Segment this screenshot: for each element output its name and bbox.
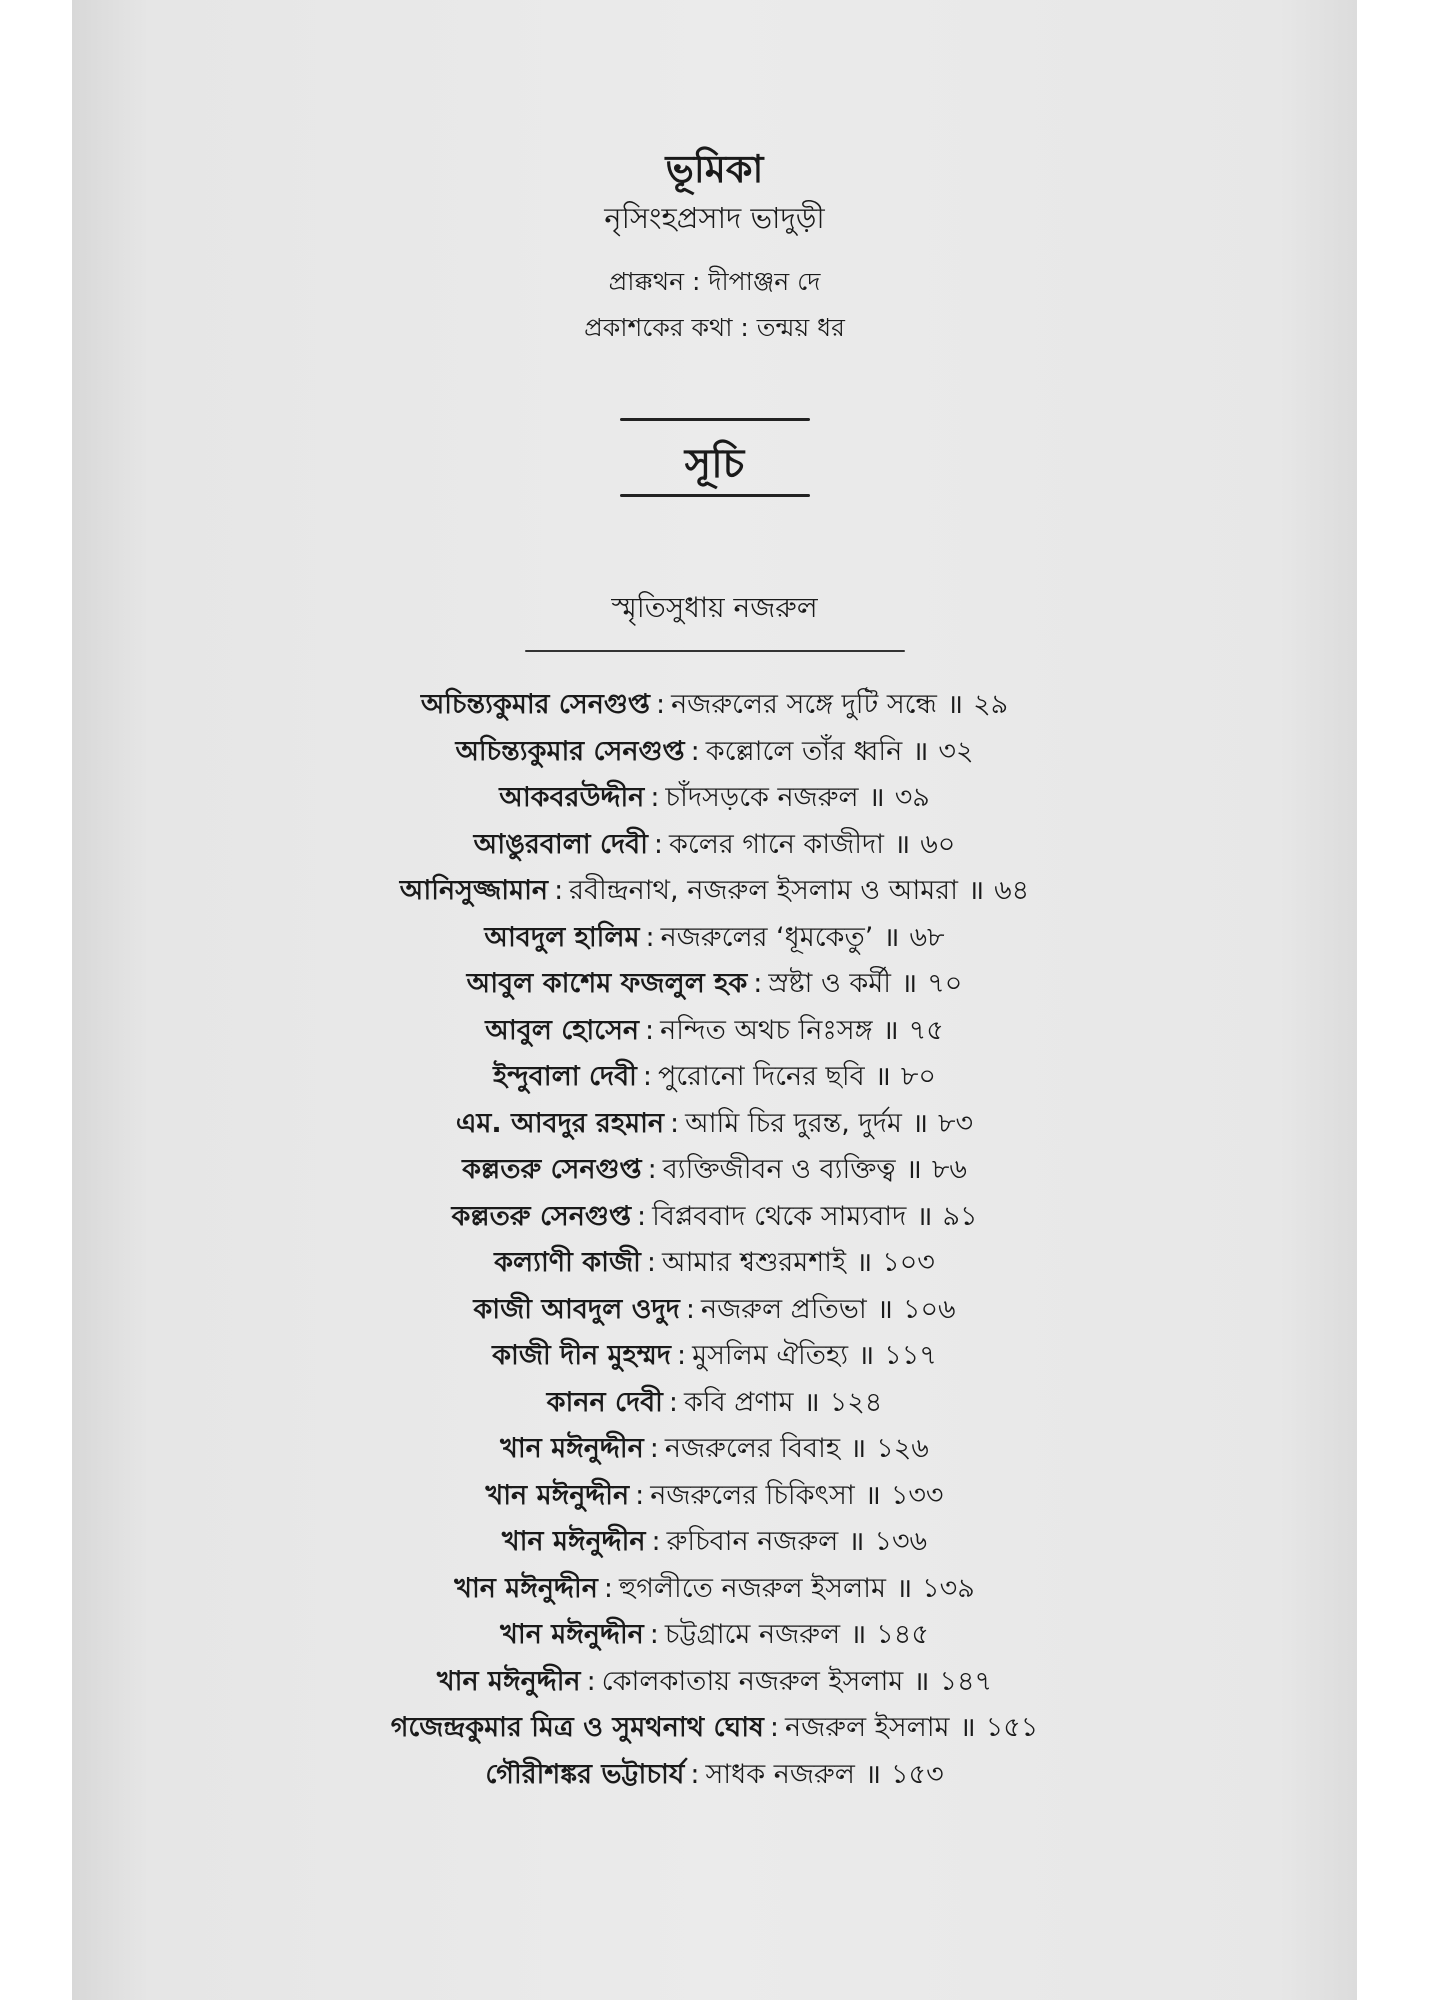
toc-entry-title: আমার শ্বশুরমশাই (661, 1247, 847, 1278)
toc-entry: খান মঈনুদ্দীন : কোলকাতায় নজরুল ইসলাম ॥ ১৪৭ (436, 1665, 993, 1697)
toc-entry: কল্যাণী কাজী : আমার শ্বশুরমশাই ॥ ১০৩ (494, 1247, 935, 1278)
toc-entry-author: খান মঈনুদ্দীন (485, 1479, 630, 1511)
toc-entry-author: গৌরীশঙ্কর ভট্টাচার্য (485, 1758, 685, 1790)
toc-entry-author: অচিন্ত্যকুমার সেনগুপ্ত (455, 735, 685, 767)
toc-entry-title: সাধক নজরুল (705, 1758, 855, 1790)
toc-entry-page: ৮০ (900, 1061, 936, 1092)
toc-entry: খান মঈনুদ্দীন : চট্টগ্রামে নজরুল ॥ ১৪৫ (500, 1619, 929, 1650)
toc-entry-title: স্রষ্টা ও কর্মী (768, 968, 892, 999)
toc-entry: অচিন্ত্যকুমার সেনগুপ্ত : নজরুলের সঙ্গে দুটি সন্ধে ॥ ২৯ (420, 689, 1009, 720)
toc-entry-page: ৬৮ (909, 921, 945, 953)
toc-entry-author: অচিন্ত্যকুমার সেনগুপ্ত (420, 689, 650, 720)
toc-entry-title: কবি প্রণাম (684, 1386, 794, 1418)
toc-entry-title: কলের গানে কাজীদা (669, 828, 885, 860)
toc-entry-author: আবুল কাশেম ফজলুল হক (466, 968, 748, 999)
publisher-note-line: প্রকাশকের কথা : তন্ময় ধর (584, 313, 845, 342)
toc-entry-author: কানন দেবী (546, 1386, 663, 1418)
toc-entry: কল্লতরু সেনগুপ্ত : ব্যক্তিজীবন ও ব্যক্তিত্ব ॥ ৮৬ (462, 1154, 967, 1185)
toc-entry-author: খান মঈনুদ্দীন (454, 1572, 598, 1604)
toc-entry-author: কল্যাণী কাজী (494, 1247, 641, 1278)
toc-entry-author: আবদুল হালিম (484, 921, 640, 953)
toc-entry: আকবরউদ্দীন : চাঁদসড়কে নজরুল ॥ ৩৯ (499, 782, 930, 813)
toc-entry-title: বিপ্লববাদ থেকে সাম্যবাদ (652, 1200, 907, 1232)
toc-entry-title: চাঁদসড়কে নজরুল (665, 782, 859, 813)
toc-entry-author: খান মঈনুদ্দীন (436, 1665, 581, 1697)
toc-entry: আবুল হোসেন : নন্দিত অথচ নিঃসঙ্গ ॥ ৭৫ (485, 1014, 944, 1046)
toc-entry-page: ৮৩ (938, 1107, 974, 1139)
toc-entry: অচিন্ত্যকুমার সেনগুপ্ত : কল্লোলে তাঁর ধ্বনি ॥ ৩২ (455, 735, 974, 767)
toc-entry: ইন্দুবালা দেবী : পুরোনো দিনের ছবি ॥ ৮০ (493, 1061, 936, 1092)
toc-entry-author: কল্লতরু সেনগুপ্ত (451, 1200, 632, 1232)
toc-entry-title: রুচিবান নজরুল (666, 1526, 839, 1557)
toc-entry-page: ১৫১ (985, 1712, 1039, 1743)
toc-entry-page: ১২৪ (829, 1386, 883, 1418)
toc-entry-title: কোলকাতায় নজরুল ইসলাম (601, 1665, 904, 1697)
toc-entry-author: আকবরউদ্দীন (499, 782, 645, 813)
toc-entry-title: হুগলীতে নজরুল ইসলাম (618, 1572, 886, 1604)
table-of-contents (72, 682, 1357, 1798)
toc-entry-page: ৩২ (938, 735, 974, 767)
book-page (72, 0, 1357, 2000)
toc-entry-page: ১৩৬ (874, 1526, 928, 1557)
toc-entry-page: ৮৬ (931, 1154, 967, 1185)
toc-entry: গৌরীশঙ্কর ভট্টাচার্য : সাধক নজরুল ॥ ১৫৩ (485, 1758, 944, 1790)
toc-entry-author: আনিসুজ্জামান (399, 875, 549, 906)
toc-entry-author: কল্লতরু সেনগুপ্ত (462, 1154, 642, 1185)
toc-entry-title: কল্লোলে তাঁর ধ্বনি (705, 735, 903, 767)
toc-entry-page: ৭৫ (908, 1014, 944, 1046)
toc-entry: আবুল কাশেম ফজলুল হক : স্রষ্টা ও কর্মী ॥ ৭০ (466, 968, 963, 999)
toc-entry-title: নজরুলের চিকিৎসা (650, 1479, 855, 1511)
toc-entry-author: এম. আবদুর রহমান (455, 1107, 665, 1139)
toc-entry-page: ৭০ (927, 968, 963, 999)
background-right (1357, 0, 1429, 2000)
toc-entry: গজেন্দ্রকুমার মিত্র ও সুমথনাথ ঘোষ : নজরুল ইসলাম ॥ ১৫১ (390, 1712, 1039, 1743)
toc-entry-page: ১০৬ (902, 1293, 956, 1325)
section-title: স্মৃতিসুধায় নজরুল (611, 591, 818, 624)
background-left (0, 0, 72, 2000)
toc-entry: খান মঈনুদ্দীন : রুচিবান নজরুল ॥ ১৩৬ (501, 1526, 928, 1557)
toc-entry: কানন দেবী : কবি প্রণাম ॥ ১২৪ (546, 1386, 883, 1418)
toc-entry-title: মুসলিম ঐতিহ্য (692, 1340, 849, 1371)
heading-rule-top (620, 418, 810, 421)
toc-entry-author: কাজী আবদুল ওদুদ (473, 1293, 680, 1325)
toc-entry: কল্লতরু সেনগুপ্ত : বিপ্লববাদ থেকে সাম্যবাদ ॥ ৯১ (451, 1200, 978, 1232)
heading-rule-bottom (620, 494, 810, 497)
toc-entry: কাজী দীন মুহম্মদ : মুসলিম ঐতিহ্য ॥ ১১৭ (492, 1340, 937, 1371)
toc-entry-title: নন্দিত অথচ নিঃসঙ্গ (660, 1014, 873, 1046)
toc-entry-page: ১৩৩ (890, 1479, 944, 1511)
toc-entry-page: ৬৪ (994, 875, 1030, 906)
toc-entry-page: ১২৬ (876, 1433, 929, 1464)
section-rule (525, 650, 905, 652)
toc-entry-page: ১১৭ (884, 1340, 937, 1371)
toc-entry-page: ৬০ (920, 828, 956, 860)
toc-entry: খান মঈনুদ্দীন : নজরুলের চিকিৎসা ॥ ১৩৩ (485, 1479, 944, 1511)
toc-entry: খান মঈনুদ্দীন : নজরুলের বিবাহ ॥ ১২৬ (500, 1433, 929, 1464)
toc-entry-page: ১৩৯ (922, 1572, 975, 1604)
front-matter-author: নৃসিংহপ্রসাদ ভাদুড়ী (604, 201, 825, 235)
toc-entry-page: ১৪৭ (939, 1665, 993, 1697)
toc-entry-author: কাজী দীন মুহম্মদ (492, 1340, 671, 1371)
toc-entry-title: নজরুলের সঙ্গে দুটি সন্ধে (671, 689, 937, 720)
toc-entry-page: ১৪৫ (876, 1619, 929, 1650)
toc-entry-title: চট্টগ্রামে নজরুল (664, 1619, 841, 1650)
toc-entry-title: নজরুল প্রতিভা (700, 1293, 867, 1325)
toc-entry-page: ৩৯ (894, 782, 930, 813)
toc-entry-title: ব্যক্তিজীবন ও ব্যক্তিত্ব (662, 1154, 896, 1185)
toc-entry-title: নজরুলের বিবাহ (664, 1433, 841, 1464)
contents-heading: সূচি (684, 441, 745, 487)
foreword-line: প্রাক্কথন : দীপাঞ্জন দে (608, 267, 821, 296)
toc-entry-author: আবুল হোসেন (485, 1014, 640, 1046)
toc-entry: আঙুরবালা দেবী : কলের গানে কাজীদা ॥ ৬০ (473, 828, 956, 860)
front-matter-title: ভূমিকা (665, 147, 764, 191)
toc-entry: কাজী আবদুল ওদুদ : নজরুল প্রতিভা ॥ ১০৬ (473, 1293, 956, 1325)
toc-entry-title: রবীন্দ্রনাথ, নজরুল ইসলাম ও আমরা (569, 875, 958, 906)
toc-entry: এম. আবদুর রহমান : আমি চির দুরন্ত, দুর্দম ॥ ৮৩ (455, 1107, 974, 1139)
toc-entry-author: খান মঈনুদ্দীন (500, 1433, 644, 1464)
toc-entry-page: ১০৩ (882, 1247, 935, 1278)
toc-entry: আনিসুজ্জামান : রবীন্দ্রনাথ, নজরুল ইসলাম ও আমরা ॥ ৬৪ (399, 875, 1030, 906)
toc-entry-title: নজরুল ইসলাম (785, 1712, 950, 1743)
toc-entry-title: আমি চির দুরন্ত, দুর্দম (685, 1107, 902, 1139)
toc-entry-author: খান মঈনুদ্দীন (500, 1619, 644, 1650)
toc-entry-page: ১৫৩ (891, 1758, 944, 1790)
toc-entry-author: গজেন্দ্রকুমার মিত্র ও সুমথনাথ ঘোষ (390, 1712, 764, 1743)
toc-entry-page: ৯১ (942, 1200, 978, 1232)
toc-entry-title: পুরোনো দিনের ছবি (657, 1061, 865, 1092)
toc-entry-page: ২৯ (973, 689, 1009, 720)
toc-entry: খান মঈনুদ্দীন : হুগলীতে নজরুল ইসলাম ॥ ১৩৯ (454, 1572, 975, 1604)
toc-entry-title: নজরুলের ‘ধূমকেতু’ (660, 921, 874, 953)
toc-entry-author: আঙুরবালা দেবী (473, 828, 648, 860)
toc-entry-author: ইন্দুবালা দেবী (493, 1061, 637, 1092)
toc-entry: আবদুল হালিম : নজরুলের ‘ধূমকেতু’ ॥ ৬৮ (484, 921, 945, 953)
toc-entry-author: খান মঈনুদ্দীন (501, 1526, 646, 1557)
